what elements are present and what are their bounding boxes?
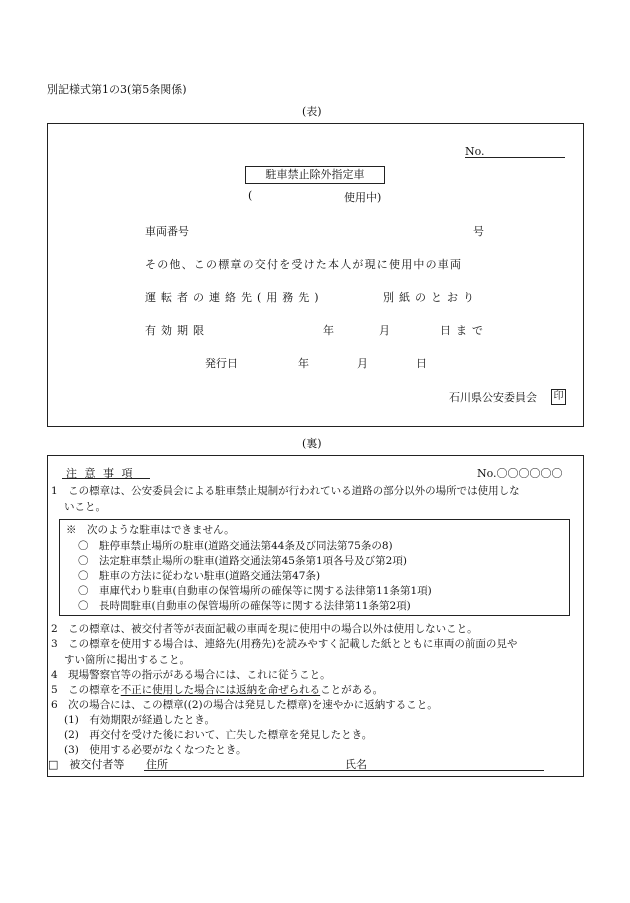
front-label: (表): [302, 105, 322, 118]
issue-day: 日: [416, 357, 427, 370]
issue-month: 月: [357, 357, 368, 370]
name-label: 氏名: [345, 758, 367, 771]
vehicle-number-suffix: 号: [473, 225, 484, 238]
holder-label: □ 被交付者等: [48, 758, 125, 771]
no-underline: [465, 157, 565, 158]
sub-item: (3) 使用する必要がなくなつたとき。: [64, 744, 247, 756]
address-label: 住所: [146, 758, 168, 771]
issue-date-label: 発行日: [205, 357, 238, 370]
contact-label: 運転者の連絡先(用務先): [145, 291, 324, 304]
prohibited-item: 〇 駐車の方法に従わない駐車(道路交通法第47条): [78, 570, 321, 582]
front-no-label: No.: [465, 145, 485, 158]
prohibited-item: 〇 車庫代わり駐車(自動車の保管場所の確保等に関する法律第11条第1項): [78, 585, 432, 597]
issue-year: 年: [298, 357, 309, 370]
notice-title: 注 意 事 項: [66, 467, 135, 480]
item-3-line-2: すい箇所に掲出すること。: [64, 654, 190, 666]
paren-open: (: [248, 189, 253, 202]
item-6: 6 次の場合には、この標章((2)の場合は発見した標章)を速やかに返納すること。: [51, 699, 438, 711]
sub-item: (2) 再交付を受けた後において、亡失した標章を発見したとき。: [64, 729, 373, 741]
in-use-label: 使用中): [344, 191, 382, 204]
item-5-suffix: ことがある。: [320, 684, 384, 696]
valid-until-label: 有効期限: [145, 324, 209, 337]
issuer: 石川県公安委員会: [449, 391, 537, 404]
holder-underline: [144, 770, 544, 771]
prohibited-item: 〇 長時間駐車(自動車の保管場所の確保等に関する法律第11条第2項): [78, 600, 411, 612]
item-4: 4 現場警察官等の指示がある場合には、これに従うこと。: [51, 669, 331, 681]
prohibited-item: 〇 駐停車禁止場所の駐車(道路交通法第44条及び同法第75条の8): [78, 540, 393, 552]
valid-month: 月: [379, 324, 390, 337]
item-1-line-1: 1 この標章は、公安委員会による駐車禁止規制が行われている道路の部分以外の場所では使用しな: [51, 485, 520, 497]
other-vehicle-note: その他、この標章の交付を受けた本人が現に使用中の車両: [145, 258, 463, 271]
permit-title: 駐車禁止除外指定車: [245, 166, 385, 184]
back-label: (裏): [302, 437, 322, 450]
serial-number: No.〇〇〇〇〇〇: [477, 467, 563, 480]
item-5-prefix: 5 この標章を: [51, 684, 121, 696]
notice-title-underline: [62, 478, 150, 479]
item-1-line-2: いこと。: [64, 501, 106, 513]
item-5: [51, 682, 383, 697]
sub-item: (1) 有効期限が経過したとき。: [64, 714, 215, 726]
prohibited-title: ※ 次のような駐車はできません。: [66, 524, 235, 536]
form-label: 別記様式第1の3(第5条関係): [47, 83, 187, 96]
item-3-line-1: 3 この標章を使用する場合は、連絡先(用務先)を読みやすく記載した紙とともに車両の前面の見や: [51, 638, 518, 650]
prohibited-item: 〇 法定駐車禁止場所の駐車(道路交通法第45条第1項各号及び第2項): [78, 555, 407, 567]
seal-stamp: 印: [551, 389, 566, 405]
valid-year: 年: [323, 324, 334, 337]
valid-day: 日まで: [440, 324, 488, 337]
contact-value: 別紙のとおり: [383, 291, 479, 304]
item-2: 2 この標章は、被交付者等が表面記載の車両を現に使用中の場合以外は使用しないこと。: [51, 623, 478, 635]
vehicle-number-label: 車両番号: [145, 225, 189, 238]
item-5-underlined: 不正に使用した場合には返納を命ぜられる: [120, 684, 321, 696]
